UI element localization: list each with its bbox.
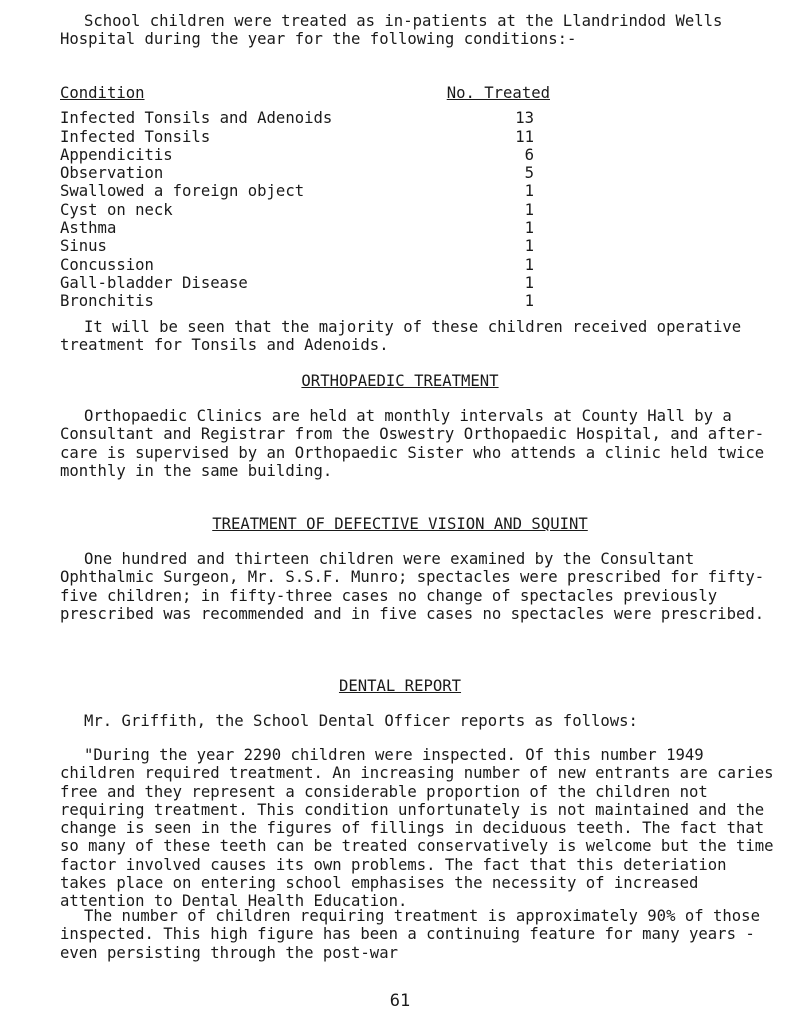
table-row (60, 109, 550, 127)
table-row (60, 182, 550, 200)
table-rows (60, 109, 550, 310)
condition-cell: Bronchitis (60, 292, 154, 311)
table-row (60, 274, 550, 292)
condition-cell: Cyst on neck (60, 200, 173, 219)
condition-cell: Infected Tonsils and Adenoids (60, 109, 333, 128)
count-cell: 1 (524, 182, 534, 201)
condition-cell: Appendicitis (60, 145, 173, 164)
table-row (60, 146, 550, 164)
table-row (60, 219, 550, 237)
count-cell: 5 (524, 164, 534, 183)
table-row (60, 237, 550, 255)
count-cell: 1 (524, 255, 534, 274)
table-row (60, 128, 550, 146)
count-cell: 1 (524, 200, 534, 219)
condition-cell: Gall-bladder Disease (60, 273, 248, 292)
condition-cell: Swallowed a foreign object (60, 182, 305, 201)
table-row (60, 256, 550, 274)
orthopaedic-paragraph: Orthopaedic Clinics are held at monthly intervals at County Hall by a Consultant and Registrar from the Oswestry Orthopaedic Hospital, and after-care is supervised by an Orthopaedic Sister who attends a clinic held twice monthly in the same building. (60, 407, 765, 480)
count-cell: 11 (515, 127, 534, 146)
table-row (60, 292, 550, 310)
table-row (60, 164, 550, 182)
count-cell: 1 (524, 292, 534, 311)
vision-heading: TREATMENT OF DEFECTIVE VISION AND SQUINT (212, 515, 588, 533)
count-cell: 6 (524, 145, 534, 164)
count-cell: 1 (524, 273, 534, 292)
header-count: No. Treated (446, 84, 550, 102)
intro-paragraph: School children were treated as in-patients at the Llandrindod Wells Hospital during the year for the following conditions:- (60, 12, 723, 49)
orthopaedic-heading: ORTHOPAEDIC TREATMENT (301, 372, 499, 390)
condition-cell: Infected Tonsils (60, 127, 211, 146)
table-summary: It will be seen that the majority of these children received operative treatment for Tonsils and Adenoids. (60, 318, 742, 355)
count-cell: 13 (515, 109, 534, 128)
table-row (60, 201, 550, 219)
count-cell: 1 (524, 237, 534, 256)
count-cell: 1 (524, 219, 534, 238)
table-header (60, 84, 550, 102)
dental-heading: DENTAL REPORT (338, 677, 462, 695)
dental-paragraph-2: The number of children requiring treatment is approximately 90% of those inspected. This high figure has been a continuing feature for many years - even persisting through the post-war (60, 907, 760, 962)
condition-cell: Sinus (60, 237, 107, 256)
condition-cell: Observation (60, 164, 164, 183)
dental-paragraph-1: "During the year 2290 children were inspected. Of this number 1949 children required treatment. An increasing number of new entrants are caries free and they represent a considerable proportion of the children not requiring treatment. This condition unfortunately is not maintained and the change is seen in the figures of fillings in deciduous teeth. The fact that so many of these teeth can be treated conservatively is welcome but the time factor involved causes its own problems. The fact that this deteriation takes place on entering school emphasises the necessity of increased attention to Dental Health Education. (60, 746, 774, 911)
condition-cell: Asthma (60, 219, 117, 238)
vision-paragraph: One hundred and thirteen children were examined by the Consultant Ophthalmic Surgeon, Mr. S.S.F. Munro; spectacles were prescribed for fifty-five children; in fifty-three cases no change of spectacles previously prescribed was recommended and in five cases no spectacles were prescribed. (60, 550, 765, 623)
page-number: 61 (389, 991, 411, 1011)
header-condition: Condition (60, 84, 145, 102)
dental-intro: Mr. Griffith, the School Dental Officer reports as follows: (84, 712, 638, 730)
conditions-table (60, 84, 550, 311)
condition-cell: Concussion (60, 255, 154, 274)
